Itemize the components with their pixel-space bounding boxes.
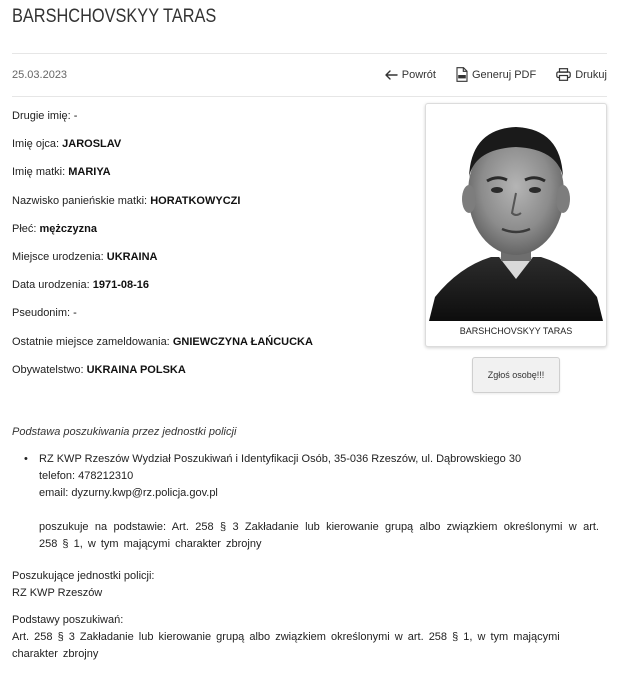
- divider: [12, 96, 607, 97]
- detail-row: [12, 363, 412, 391]
- police-unit-item: [39, 451, 609, 553]
- back-label: Powrót: [401, 68, 436, 81]
- generate-pdf-button[interactable]: [456, 67, 536, 82]
- detail-label: Data urodzenia:: [12, 279, 90, 292]
- photo-card: [425, 103, 607, 347]
- detail-row: [12, 165, 412, 193]
- unit-phone: telefon: 478212310: [39, 470, 134, 482]
- detail-row: [12, 222, 412, 250]
- detail-value: HORATKOWYCZI: [150, 194, 241, 207]
- detail-label: Miejsce urodzenia:: [12, 250, 104, 263]
- print-label: Drukuj: [575, 68, 607, 81]
- detail-value: UKRAINA: [106, 250, 158, 263]
- detail-label: Obywatelstwo:: [12, 363, 84, 376]
- police-unit-list: [24, 451, 609, 553]
- detail-label: Imię ojca:: [12, 138, 60, 151]
- arrow-left-icon: [385, 70, 398, 80]
- page-title: BARSHCHOVSKYY TARAS: [12, 6, 217, 27]
- detail-label: Pseudonim:: [12, 307, 71, 320]
- detail-row: [12, 335, 412, 363]
- print-button[interactable]: [556, 68, 607, 81]
- pdf-label: Generuj PDF: [472, 68, 537, 81]
- search-grounds-value: Art. 258 § 3 Zakładanie lub kierowanie grupą albo związkiem określonymi w art. 258 § 1, w tym mającymi charakter zbrojny: [12, 631, 560, 660]
- detail-row: [12, 137, 412, 165]
- person-photo: [429, 107, 603, 321]
- detail-value: MARIYA: [68, 166, 111, 179]
- detail-row: [12, 306, 412, 334]
- detail-value: -: [73, 110, 78, 122]
- detail-row: [12, 109, 412, 137]
- unit-search-basis: poszukuje na podstawie: Art. 258 § 3 Zakładanie lub kierowanie grupą albo związkiem określonymi w art. 258 § 1, w tym mającymi charakter zbrojny: [39, 521, 599, 550]
- personal-details: [12, 109, 412, 391]
- publish-date: 25.03.2023: [12, 69, 68, 81]
- divider: [12, 53, 607, 54]
- detail-label: Drugie imię:: [12, 110, 71, 122]
- detail-value: UKRAINA POLSKA: [86, 363, 186, 376]
- detail-value: mężczyzna: [39, 222, 98, 235]
- searching-units-heading: Poszukujące jednostki policji:: [12, 570, 155, 582]
- detail-row: [12, 278, 412, 306]
- unit-address: RZ KWP Rzeszów Wydział Poszukiwań i Identyfikacji Osób, 35-036 Rzeszów, ul. Dąbrowskiego 30: [39, 453, 522, 465]
- back-button[interactable]: [385, 69, 436, 81]
- photo-caption: BARSHCHOVSKYY TARAS: [459, 326, 573, 336]
- detail-value: JAROSLAV: [62, 138, 122, 151]
- detail-label: Płeć:: [12, 222, 37, 235]
- bullet-icon: •: [24, 453, 28, 465]
- detail-label: Imię matki:: [12, 166, 66, 179]
- report-person-button[interactable]: Zgłoś osobę!!!: [472, 357, 560, 393]
- detail-row: [12, 194, 412, 222]
- search-basis-title: Podstawa poszukiwania przez jednostki policji: [12, 426, 237, 438]
- detail-value: GNIEWCZYNA ŁAŃCUCKA: [172, 335, 313, 348]
- detail-value: -: [73, 307, 77, 320]
- detail-label: Nazwisko panieńskie matki:: [12, 194, 148, 207]
- action-bar: [385, 67, 607, 82]
- search-grounds-heading: Podstawy poszukiwań:: [12, 614, 124, 626]
- printer-icon: [556, 68, 571, 81]
- unit-email: email: dyzurny.kwp@rz.policja.gov.pl: [39, 487, 218, 499]
- searching-units-value: RZ KWP Rzeszów: [12, 587, 103, 599]
- pdf-file-icon: [456, 67, 468, 82]
- detail-value: 1971-08-16: [92, 279, 150, 292]
- detail-label: Ostatnie miejsce zameldowania:: [12, 335, 170, 348]
- detail-row: [12, 250, 412, 278]
